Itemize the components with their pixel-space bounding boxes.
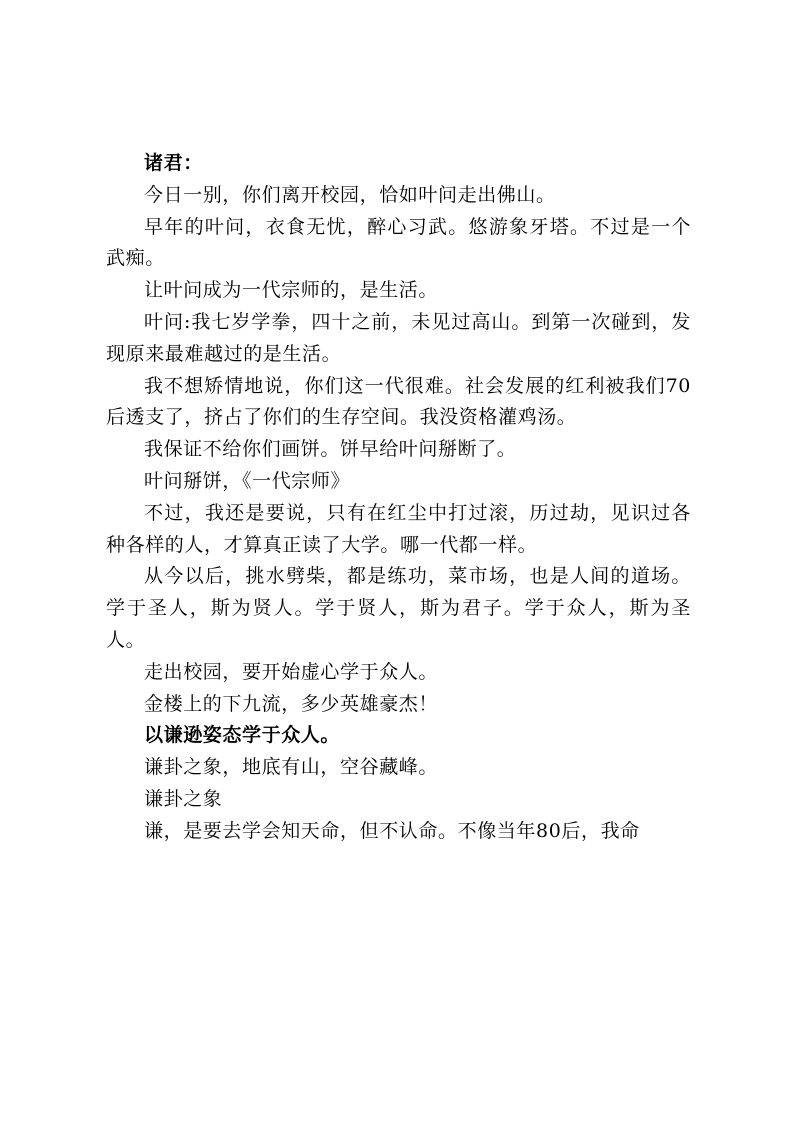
paragraph: 谦卦之象，地底有山，空谷藏峰。 [144,756,439,779]
paragraph: 不过，我还是要说，只有在红尘中打过滚，历过劫，见识过各种各样的人，才算真正读了大学。哪一代都一样。 [106,501,691,556]
image-caption: 谦卦之象 [144,787,223,810]
paragraph: 谦，是要去学会知天命，但不认命。不像当年80后，我命 [144,819,640,842]
section-heading: 以谦逊姿态学于众人。 [144,724,341,747]
paragraph: 让叶问成为一代宗师的，是生活。 [144,279,439,302]
paragraph: 早年的叶问，衣食无忧，醉心习武。悠游象牙塔。不过是一个武痴。 [106,215,691,270]
paragraph: 我保证不给你们画饼。饼早给叶问掰断了。 [144,438,517,461]
paragraph: 今日一别，你们离开校园，恰如叶问走出佛山。 [144,183,556,206]
paragraph: 我不想矫情地说，你们这一代很难。社会发展的红利被我们70后透支了，挤占了你们的生存空间。我没资格灌鸡汤。 [106,374,691,429]
paragraph: 叶问:我七岁学拳，四十之前，未见过高山。到第一次碰到，发现原来最难越过的是生活。 [106,310,691,365]
salutation: 诸君： [144,152,203,174]
document-body [106,148,691,848]
image-caption: 叶问掰饼，《一代宗师》 [144,469,351,492]
paragraph: 走出校园，要开始虚心学于众人。 [144,660,439,683]
paragraph: 从今以后，挑水劈柴，都是练功，菜市场，也是人间的道场。学于圣人，斯为贤人。学于贤人，斯为君子。学于众人，斯为圣人。 [106,565,691,651]
paragraph: 金楼上的下九流，多少英雄豪杰！ [144,692,439,715]
